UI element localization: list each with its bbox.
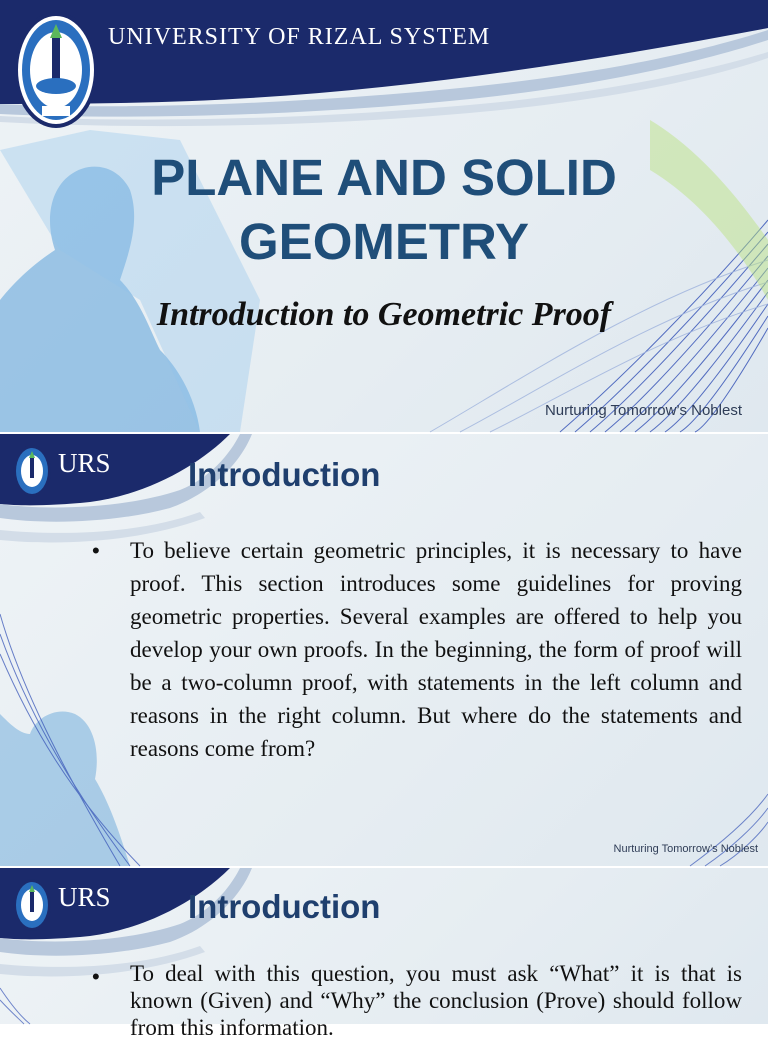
- page-title: [0, 146, 768, 274]
- title-slide: [0, 0, 768, 432]
- university-seal-small: [12, 878, 52, 932]
- logo-text: URS: [58, 448, 111, 478]
- tagline: Nurturing Tomorrow’s Noblest: [544, 402, 742, 419]
- body-paragraph: To believe certain geometric principles, it is necessary to have proof. This section introduces some guidelines for proving geometric properties. Several examples are offered to help you develop your own proofs. In the beginning, the form of proof will be a two-column proof, with statements in the left column and reasons in the right column. But where do the statements and reasons come from?: [130, 538, 742, 761]
- university-name: UNIVERSITY OF RIZAL SYSTEM: [108, 24, 491, 50]
- university-seal-small: [12, 444, 52, 498]
- section-heading: Introduction: [188, 456, 381, 493]
- content-slide-1: [0, 434, 768, 866]
- title-line-2: GEOMETRY: [239, 213, 529, 270]
- section-heading: Introduction: [188, 888, 381, 925]
- body-paragraph: To deal with this question, you must ask “What” it is that is known (Given) and “Why” the conclusion (Prove) should follow from this information.: [130, 961, 742, 1040]
- title-line-1: PLANE AND SOLID: [151, 149, 617, 206]
- bullet-icon: •: [92, 964, 100, 989]
- subtitle: Introduction to Geometric Proof: [156, 296, 612, 333]
- bullet-icon: •: [92, 538, 100, 563]
- content-slide-2: [0, 868, 768, 1040]
- tagline: Nurturing Tomorrow’s Noblest: [613, 843, 758, 855]
- university-seal: [12, 10, 100, 130]
- logo-text: URS: [58, 882, 111, 912]
